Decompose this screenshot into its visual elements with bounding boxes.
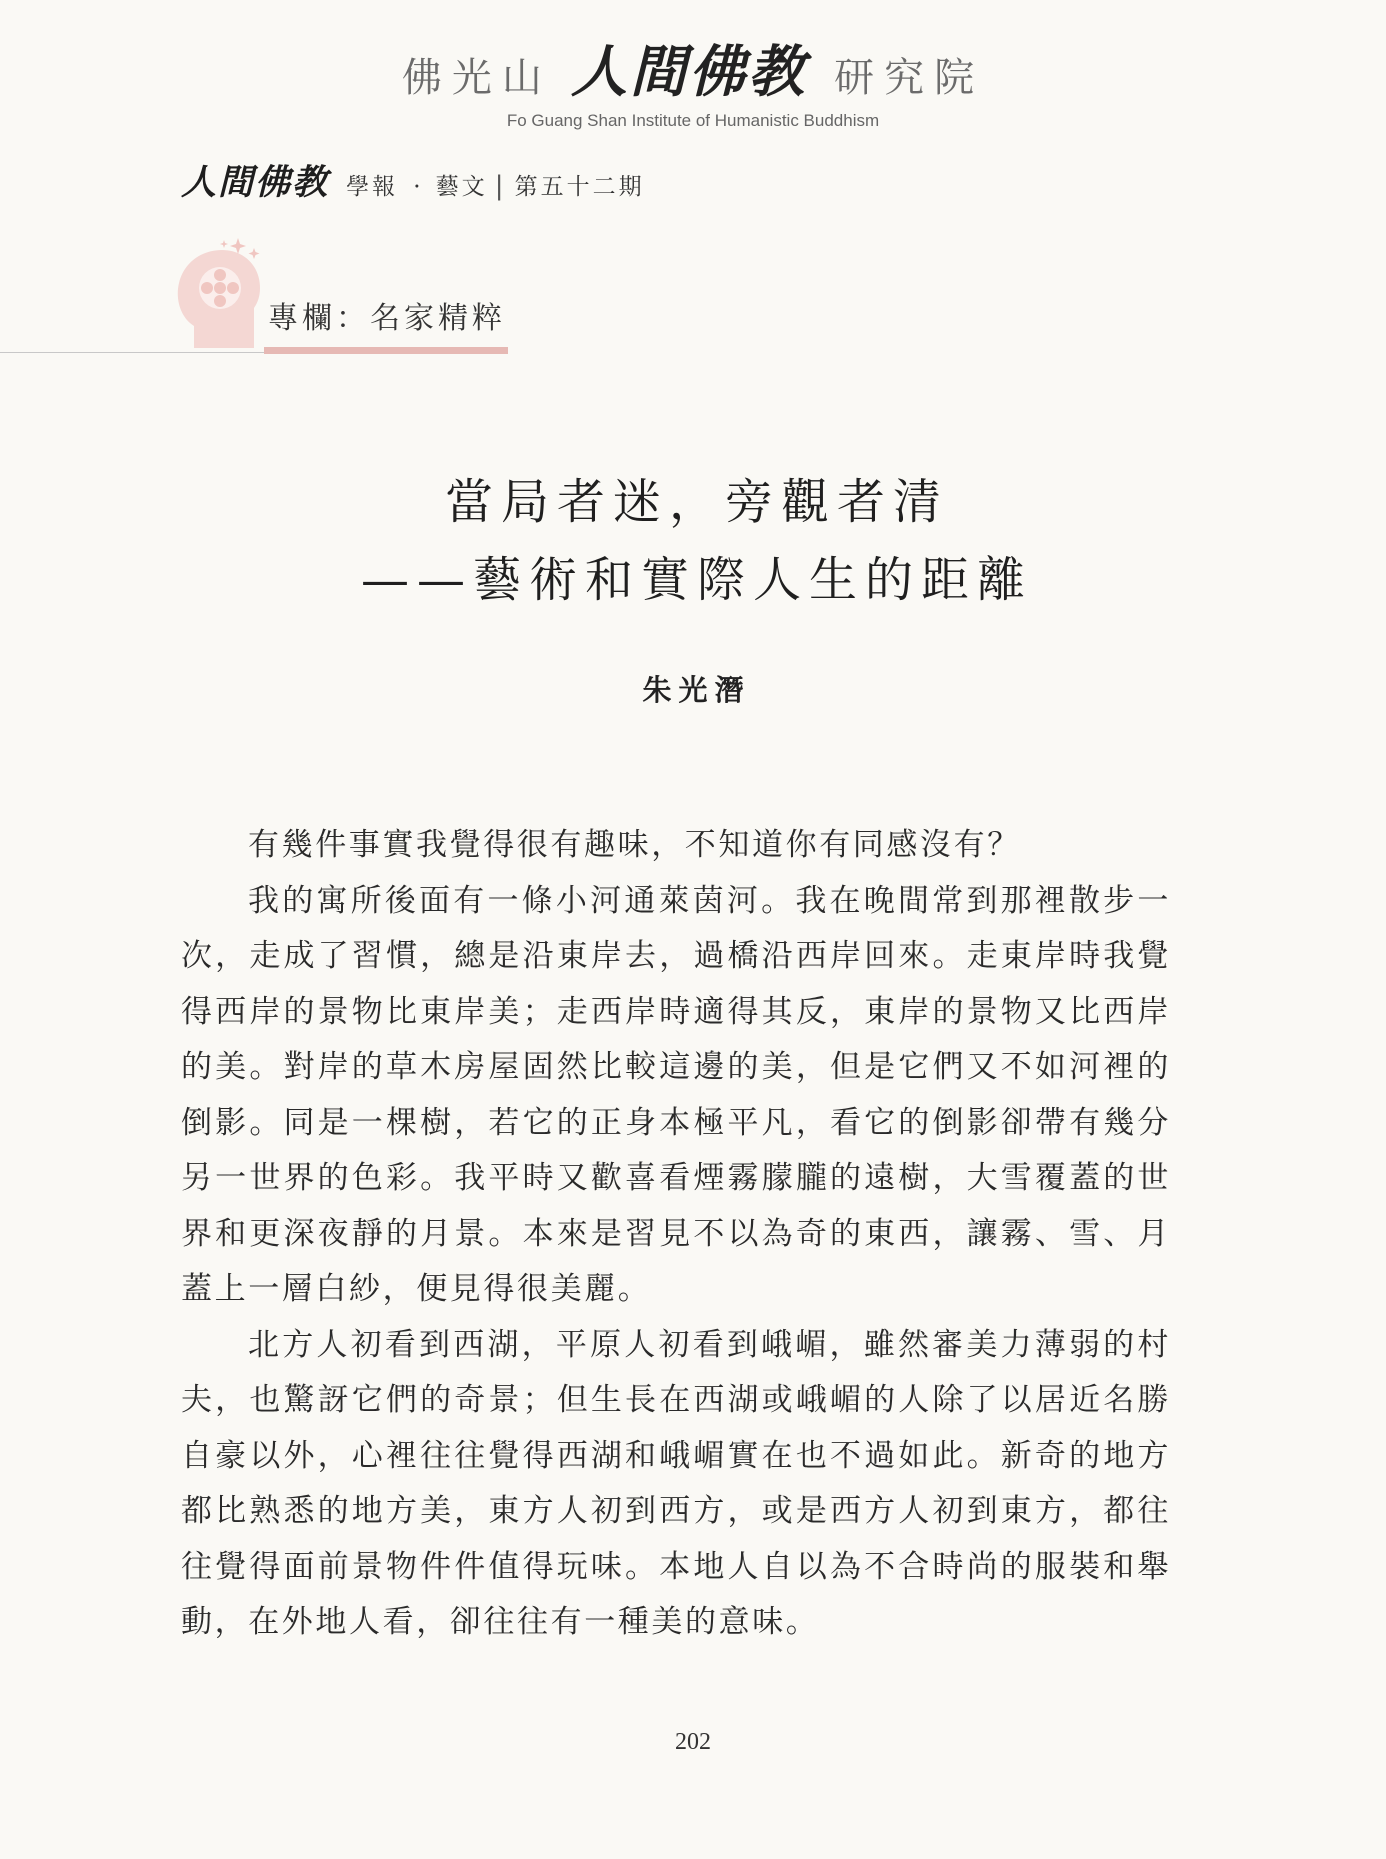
article-body	[181, 818, 1171, 1651]
text-line: 我的寓所後面有一條小河通萊茵河。我在晚間常到那裡散步一	[248, 882, 1171, 919]
institute-logo: 人間佛教	[571, 39, 807, 105]
institute-name-left: 佛光山	[401, 55, 552, 101]
text-line: 蓋上一層白紗，便見得很美麗。	[181, 1271, 652, 1307]
paragraph	[181, 874, 1171, 1318]
article-author: 朱光潛	[642, 673, 751, 707]
text-line: 北方人初看到西湖，平原人初看到峨嵋，雖然審美力薄弱的村	[248, 1326, 1171, 1363]
text-line: 的美。對岸的草木房屋固然比較這邊的美，但是它們又不如河裡的	[181, 1049, 1171, 1085]
journal-logo: 人間佛教	[181, 162, 330, 203]
column-label: 專欄：名家精粹	[268, 301, 506, 336]
text-line: 界和更深夜靜的月景。本來是習見不以為奇的東西，讓霧、雪、月	[181, 1215, 1171, 1252]
text-line: 自豪以外，心裡往往覺得西湖和峨嵋實在也不過如此。新奇的地方	[181, 1437, 1171, 1474]
head-icon	[172, 236, 264, 348]
text-line: 都比熟悉的地方美，東方人初到西方，或是西方人初到東方，都往	[181, 1493, 1171, 1529]
text-line: 夫，也驚訝它們的奇景；但生長在西湖或峨嵋的人除了以居近名勝	[181, 1382, 1171, 1418]
text-line: 另一世界的色彩。我平時又歡喜看煙霧朦朧的遠樹，大雪覆蓋的世	[181, 1160, 1171, 1196]
text-line: 得西岸的景物比東岸美；走西岸時適得其反，東岸的景物又比西岸	[181, 993, 1171, 1030]
text-line: 次，走成了習慣，總是沿東岸去，過橋沿西岸回來。走東岸時我覺	[181, 938, 1171, 974]
article-title: 當局者迷，旁觀者清	[444, 474, 949, 530]
institute-header	[0, 39, 1386, 105]
text-line: 往覺得面前景物件件值得玩味。本地人自以為不合時尚的服裝和舉	[181, 1548, 1171, 1585]
text-line: 動，在外地人看，卻往往有一種美的意味。	[181, 1604, 820, 1640]
article-subtitle: ——藝術和實際人生的距離	[360, 552, 1033, 608]
text-line: 有幾件事實我覺得很有趣味，不知道你有同感沒有？	[248, 827, 1021, 863]
paragraph	[181, 1318, 1171, 1651]
paragraph	[181, 818, 1171, 874]
page-number: 202	[675, 1729, 711, 1755]
institute-name-right: 研究院	[834, 55, 985, 101]
text-line: 倒影。同是一棵樹，若它的正身本極平凡，看它的倒影卻帶有幾分	[181, 1104, 1171, 1141]
journal-header	[181, 164, 645, 202]
journal-issue: 第五十二期	[514, 174, 645, 200]
institute-english-name: Fo Guang Shan Institute of Humanistic Buddhism	[506, 111, 880, 130]
header-rule	[0, 352, 264, 353]
journal-section: 藝文	[435, 174, 488, 200]
journal-divider: |	[494, 171, 504, 201]
column-underline	[264, 347, 508, 354]
journal-name: 學報	[346, 174, 399, 200]
journal-separator: ·	[413, 174, 421, 200]
